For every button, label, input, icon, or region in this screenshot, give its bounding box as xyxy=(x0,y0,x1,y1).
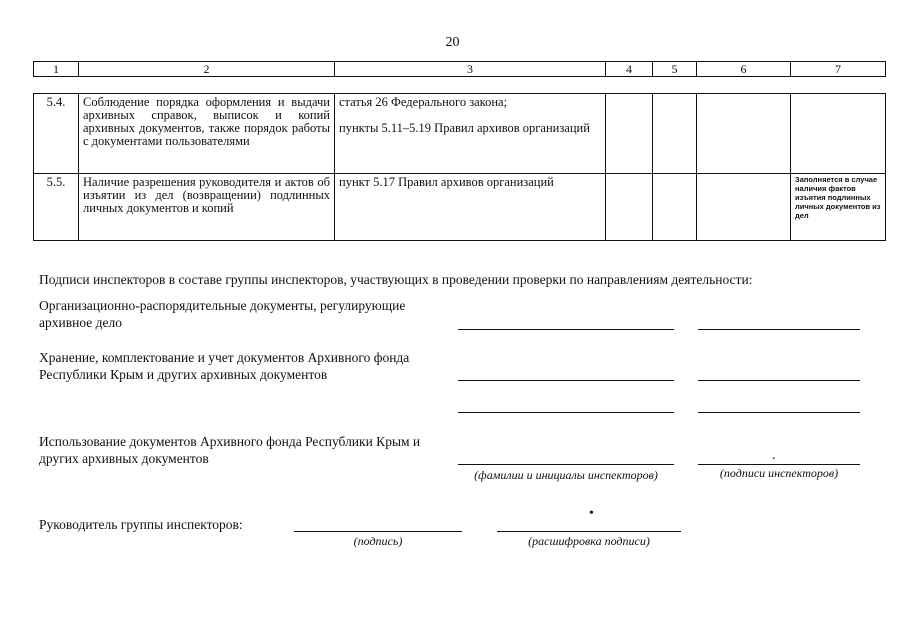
legal-reference-line: пункт 5.17 Правил архивов организаций xyxy=(339,175,554,189)
dot-mark: • xyxy=(589,506,594,521)
empty-cell xyxy=(606,174,653,241)
table-row xyxy=(34,174,886,241)
column-header: 4 xyxy=(606,62,653,77)
legal-reference-line: статья 26 Федерального закона; xyxy=(339,95,508,109)
signature-line xyxy=(698,464,860,465)
row-number: 5.4. xyxy=(34,94,79,174)
leader-decoding-caption: (расшифровка подписи) xyxy=(528,534,650,548)
column-header: 6 xyxy=(697,62,791,77)
empty-cell xyxy=(653,174,697,241)
column-header: 2 xyxy=(79,62,335,77)
legal-reference xyxy=(335,174,606,241)
dot-mark: . xyxy=(772,448,776,463)
signature-line xyxy=(458,380,674,381)
checklist-table xyxy=(33,93,886,241)
leader-signature-caption: (подпись) xyxy=(353,534,403,548)
signature-line xyxy=(698,329,860,330)
signature-line xyxy=(458,412,674,413)
signature-line xyxy=(458,464,674,465)
column-header-table xyxy=(33,61,886,77)
empty-cell xyxy=(653,94,697,174)
column-header: 3 xyxy=(335,62,606,77)
table-row xyxy=(34,94,886,174)
signature-line xyxy=(698,380,860,381)
legal-reference xyxy=(335,94,606,174)
column-header: 7 xyxy=(791,62,886,77)
direction-label: Организационно-распорядительные документы, регулирующие архивное дело xyxy=(39,298,406,330)
signature-line xyxy=(458,329,674,330)
note-cell: Заполняется в случае наличия фактов изъятия подлинных личных документов из дел xyxy=(791,174,886,241)
page-number: 20 xyxy=(445,35,460,50)
column-header: 5 xyxy=(653,62,697,77)
empty-cell xyxy=(606,94,653,174)
requirement-text: Соблюдение порядка оформления и выдачи архивных справок, выписок и копий архивных документов, также порядок работы с документами пользователями xyxy=(79,94,335,174)
empty-cell xyxy=(697,94,791,174)
signature-line xyxy=(698,412,860,413)
empty-cell xyxy=(697,174,791,241)
direction-label: Хранение, комплектование и учет документов Архивного фонда Республики Крым и других архивных документов xyxy=(39,350,410,382)
legal-reference-line: пункты 5.11–5.19 Правил архивов организаций xyxy=(339,121,590,135)
signature-line xyxy=(497,531,681,532)
row-number: 5.5. xyxy=(34,174,79,241)
signature-line xyxy=(294,531,462,532)
column-header: 1 xyxy=(34,62,79,77)
direction-label: Использование документов Архивного фонда Республики Крым и других архивных документов xyxy=(39,434,421,466)
names-caption: (фамилии и инициалы инспекторов) xyxy=(474,468,658,482)
note-cell xyxy=(791,94,886,174)
leader-label: Руководитель группы инспекторов: xyxy=(39,517,243,532)
signatures-intro: Подписи инспекторов в составе группы инспекторов, участвующих в проведении проверки по направлениям деятельности: xyxy=(39,272,753,287)
column-header-row xyxy=(34,62,886,77)
signatures-caption: (подписи инспекторов) xyxy=(719,466,839,480)
requirement-text: Наличие разрешения руководителя и актов об изъятии из дел (возвращении) подлинных личных документов и копий xyxy=(79,174,335,241)
